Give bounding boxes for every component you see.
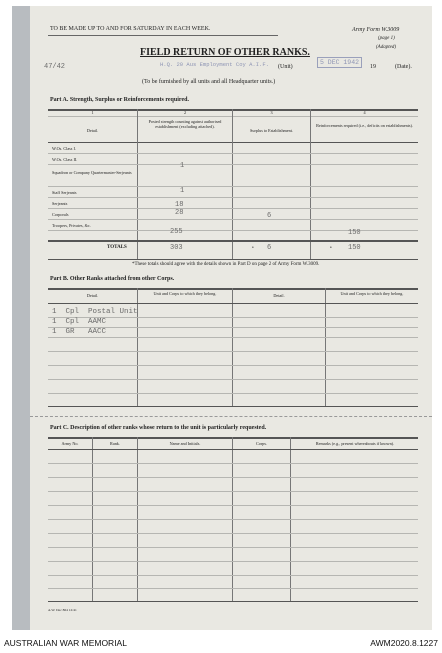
col-number-3: 3 [270, 110, 273, 115]
col-number-1: 1 [91, 110, 94, 115]
footer-accession-number: AWM2020.8.1227 [370, 638, 438, 648]
surplus-corporals: 6 [267, 212, 272, 220]
total-posted: 303 [170, 244, 183, 252]
col-header-reinforcements: Reinforcements required (i.e., deficits on establishments). [316, 123, 413, 128]
part-c-header-corps: Corps. [255, 441, 268, 446]
date-stamp: 5 DEC 1942 [317, 57, 362, 68]
col-header-posted: Posted strength counting against authorised establishment (excluding attached). [148, 119, 222, 129]
posted-serjeants: 18 [175, 201, 184, 209]
totals-label: TOTALS [107, 245, 127, 250]
row-label-cqms: Squadron or Company Quartermaster-Serjeants [52, 170, 132, 175]
part-b-header-unit-1: Unit and Corps to which they belong. [153, 291, 217, 296]
col-number-2: 2 [183, 110, 187, 115]
page-reference: (page 1) [378, 36, 395, 41]
part-b-header-detail-2: Detail. [273, 293, 285, 298]
col-number-4: 4 [363, 110, 366, 115]
archive-footer [0, 630, 442, 653]
row-label-serjeants: Serjeants [52, 201, 68, 206]
adapted-note: (Adapted) [376, 45, 396, 50]
reinforcements-troopers: 150 [348, 229, 361, 237]
part-b-entry-3: 1 GR AACC [52, 328, 107, 336]
unit-label: (Unit) [278, 64, 293, 70]
total-surplus: 6 [267, 244, 272, 252]
row-label-wo-class-1: W.Os. Class I. [52, 146, 76, 151]
part-c-header-name: Name and Initials. [169, 441, 201, 446]
part-b-entry-1: 1 Cpl Postal Unit [52, 308, 138, 316]
top-notice: TO BE MADE UP TO AND FOR SATURDAY IN EACH WEEK. [50, 26, 211, 32]
form-sheet: TO BE MADE UP TO AND FOR SATURDAY IN EACH WEEK. Army Form W.3009 (page 1) (Adapted) FIELD RETURN OF OTHER RANKS. 47/42 H.Q. 20 Aus Employment Coy A.I.F. (Unit) 5 DEC 1942 19 (Date). (To be furnished by all units and all Headquarter units.) Part A. Strength, Surplus or Reinforcements required. 1 2 3 4 Detail. Posted strength counting against authorised establishment (excluding attached). Surplus to Establishment. Reinforcements required (i.e., deficits on establishments). W.Os. Class I. W.Os. Class II. 1 Squadron or Company Quartermaster-Serjeants Staff Serjeants 1 Serjeants 18 Corporals 28 6 Troopers, Privates, &c. 255 150 TOTALS 303 • 6 • 150 *These totals should agree with the details shown in Part D on page 2 of Army Form W.3009. Part B. Other Ranks attached from other Corps. Detail. Unit and Corps to which they belong. Detail. Unit and Corps to which they belong. 1 Cpl Postal Unit 1 Cpl AAMC 1 GR AACC Part C. Description of other ranks whose return to the unit is particularly requested. Army No. Rank. Name and Initials. Corps. Remarks (e.g., present whereabouts if known). A.W. Dec 864 12/41 [12, 6, 432, 630]
part-b-header-detail-1: Detail. [86, 293, 99, 298]
row-label-troopers: Troopers, Privates, &c. [52, 223, 91, 228]
part-b-header-unit-2: Unit and Corps to which they belong. [340, 291, 404, 296]
part-c-header-army-no: Army No. [61, 441, 79, 446]
totals-note: *These totals should agree with the details shown in Part D on page 2 of Army Form W.3009. [132, 262, 320, 267]
posted-wo-class-2: 1 [180, 162, 185, 170]
print-code: A.W. Dec 864 12/41 [48, 608, 77, 612]
form-title: FIELD RETURN OF OTHER RANKS. [140, 47, 310, 58]
row-label-staff-serjeants: Staff Serjeants [52, 190, 77, 195]
row-label-wo-class-2: W.Os. Class II. [52, 157, 78, 162]
year-prefix: 19 [370, 64, 376, 70]
part-a-heading: Part A. Strength, Surplus or Reinforcements required. [50, 97, 189, 103]
binding-strip [12, 6, 30, 630]
col-header-surplus: Surplus to Establishment. [250, 128, 293, 133]
furnished-note: (To be furnished by all units and all Headquarter units.) [142, 79, 276, 85]
date-label: (Date). [395, 64, 412, 70]
total-reinforcements: 150 [348, 244, 361, 252]
part-b-heading: Part B. Other Ranks attached from other Corps. [50, 276, 175, 282]
footer-institution: AUSTRALIAN WAR MEMORIAL [4, 638, 127, 648]
return-number: 47/42 [44, 63, 66, 71]
form-reference: Army Form W.3009 [352, 27, 400, 33]
part-b-entry-2: 1 Cpl AAMC [52, 318, 107, 326]
unit-stamp: H.Q. 20 Aus Employment Coy A.I.F. [160, 61, 269, 68]
part-c-header-remarks: Remarks (e.g., present whereabouts if known). [315, 441, 395, 446]
row-label-corporals: Corporals [52, 212, 69, 217]
part-c-heading: Part C. Description of other ranks whose return to the unit is particularly requested. [50, 425, 267, 431]
col-header-detail: Detail. [86, 128, 99, 133]
posted-corporals: 28 [175, 209, 184, 217]
posted-staff-serjeants: 1 [180, 187, 185, 195]
part-c-header-rank: Rank. [110, 441, 120, 446]
posted-troopers: 255 [170, 228, 183, 236]
